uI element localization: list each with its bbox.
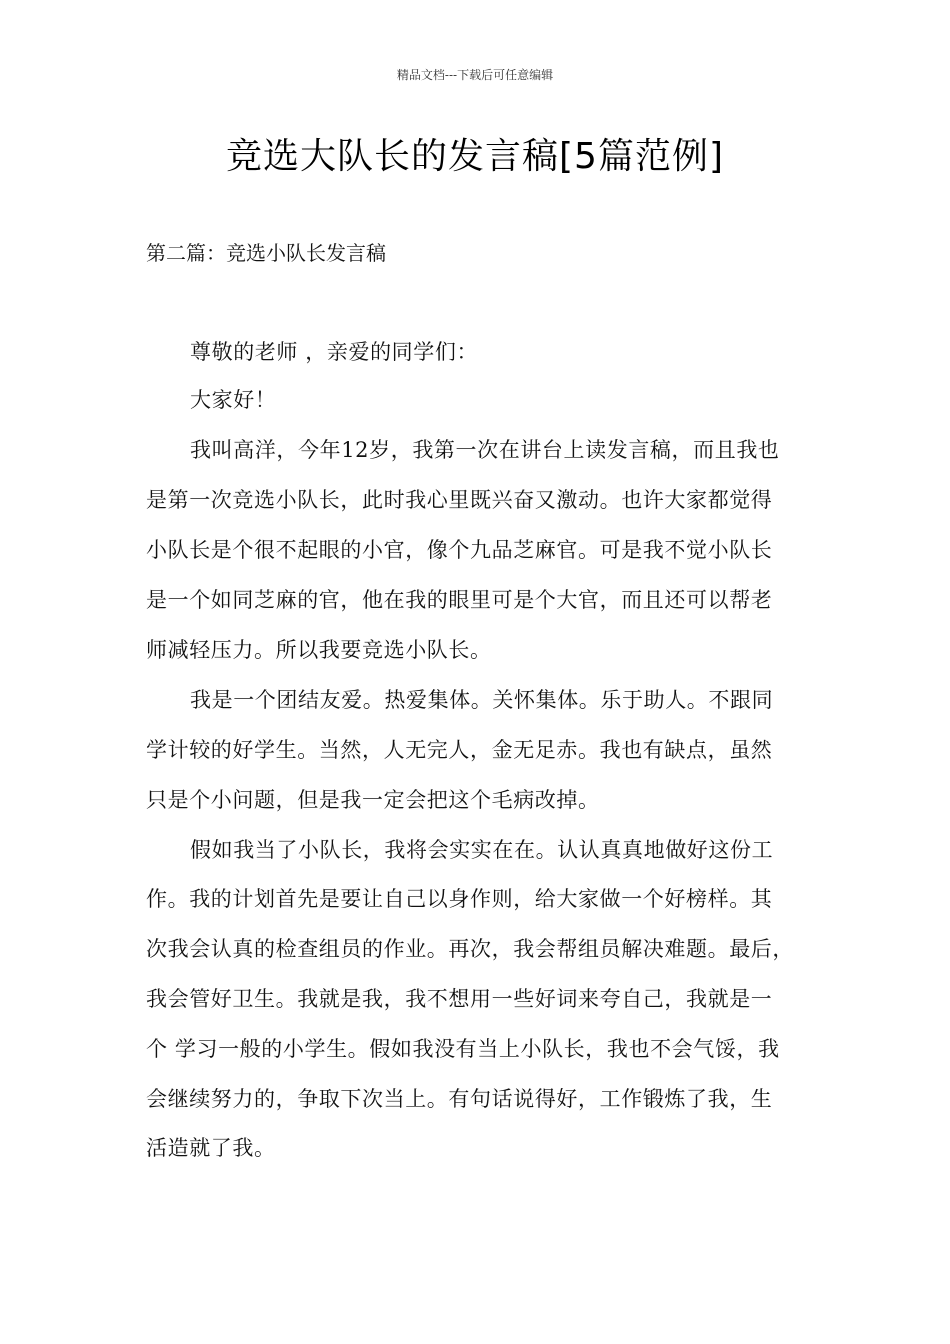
greeting-line: 大家好！ [190,388,277,412]
paragraph-line: 是第一次竞选小队长，此时我心里既兴奋又激动。也许大家都觉得 [146,488,773,512]
paragraph-line: 我是一个团结友爱。热爱集体。关怀集体。乐于助人。不跟同 [190,688,774,712]
paragraph-line: 会继续努力的，争取下次当上。有句话说得好，工作锻炼了我，生 [146,1087,773,1111]
paragraph-line: 只是个小问题，但是我一定会把这个毛病改掉。 [146,788,600,812]
paragraph-line: 小队长是个很不起眼的小官，像个九品芝麻官。可是我不觉小队长 [146,538,773,562]
paragraph-line: 作。我的计划首先是要让自己以身作则，给大家做一个好榜样。其 [146,887,773,911]
document-title: 竞选大队长的发言稿[5篇范例] [226,136,724,177]
paragraph-line: 次我会认真的检查组员的作业。再次，我会帮组员解决难题。最后， [146,937,794,961]
paragraph-line: 是一个如同芝麻的官，他在我的眼里可是个大官，而且还可以帮老 [146,588,773,612]
paragraph-line: 个 学习一般的小学生。假如我没有当上小队长，我也不会气馁，我 [146,1037,780,1061]
header-note: 精品文档---下载后可任意编辑 [396,68,554,82]
paragraph-line: 活造就了我。 [146,1136,276,1160]
paragraph-line: 学计较的好学生。当然，人无完人，金无足赤。我也有缺点，虽然 [146,738,773,762]
section-title: 第二篇：竞选小队长发言稿 [146,241,386,265]
paragraph-line: 师减轻压力。所以我要竞选小队长。 [146,638,492,662]
greeting-line: 尊敬的老师 ，亲爱的同学们： [190,340,479,364]
paragraph-line: 假如我当了小队长，我将会实实在在。认认真真地做好这份工 [190,838,774,862]
paragraph-line: 我会管好卫生。我就是我，我不想用一些好词来夸自己，我就是一 [146,987,773,1011]
paragraph-line: 我叫高洋，今年12岁，我第一次在讲台上读发言稿，而且我也 [190,438,780,462]
